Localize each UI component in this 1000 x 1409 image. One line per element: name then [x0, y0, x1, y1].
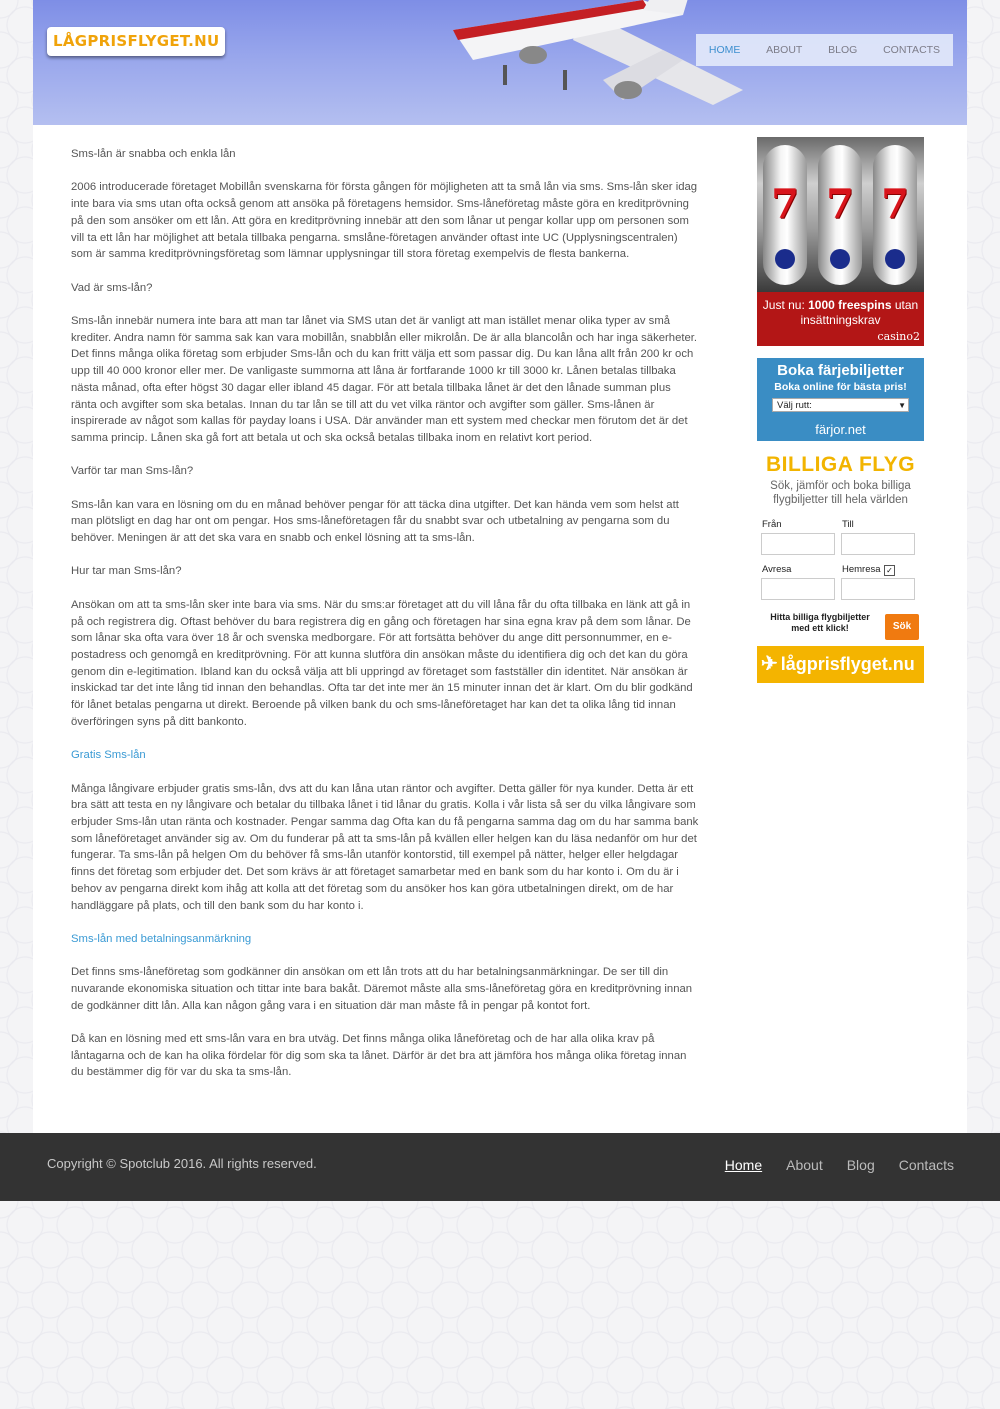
- ferry-site-name: färjor.net: [815, 422, 866, 437]
- article-paragraph: Då kan en lösning med ett sms-lån vara en bra utväg. Det finns många olika låneföretag och de har alla olika krav på låntagarna och de kan ha olika fördelar för dig som ska ta lånet. Därför är det bra att jämföra hos många olika företag innan du bestämmer dig för var du ska ta sms-lån.: [71, 1033, 687, 1079]
- footer-nav-home[interactable]: Home: [724, 1157, 763, 1173]
- article-paragraph: Många långivare erbjuder gratis sms-lån, dvs att du kan låna utan räntor och avgifter. Detta gäller för nya kunder. Detta är ett bra sätt att testa en ny långivare och betalar du tillbaka lånet i tid lånar du gratis. Kolla i vår lista så ser du vilka långivare som erbjuder Sms-lån utan ränta och kostnader. Pengar samma dag Ofta kan du få pengarna samma dag om du har samma bank som låneföretaget använder sig av. Om du funderar på att ta sms-lån på kvällen eller helgen kan du läsa nedanför om hur det fungerar. Ta sms-lån på helgen Om du behöver få sms-lån utanför kontorstid, till exempel på nätter, helger eller helgdagar finns det företag som erbjuder det. Det som krävs är att företaget samarbetar med en bank som du har konto i. Om du är i behov av pengarna direkt kom ihåg att kolla att det företag som du ansöker hos kan göra utbetalningen direkt, om de har handläggare på plats, och till den bank som du har konto i.: [71, 782, 699, 912]
- depart-label: Avresa: [762, 564, 792, 575]
- lagprisflyget-banner[interactable]: ✈ lågprisflyget.nu: [757, 646, 924, 683]
- article-subheading: Hur tar man Sms-lån?: [71, 565, 182, 578]
- route-select[interactable]: Välj rutt: ▼: [772, 398, 909, 412]
- ferry-ad-banner[interactable]: [757, 358, 924, 441]
- from-input[interactable]: [761, 533, 835, 555]
- nav-contacts[interactable]: CONTACTS: [883, 44, 941, 56]
- heading-gratis-sms-lan: Gratis Sms-lån: [71, 749, 146, 762]
- flight-ad-title: BILLIGA FLYG: [765, 453, 916, 476]
- site-logo[interactable]: LÅGPRISFLYGET.NU: [47, 27, 225, 56]
- article-paragraph: Sms-lån innebär numera inte bara att man tar lånet via SMS utan det är vanligt att man istället menar olika typer av små krediter. Andra namn för samma sak kan vara mobillån, snabblån eller mikrolån. De är alla blancolån och har inga säkerheter. Det finns många olika företag som erbjuder Sms-lån och du kan fritt välja ett som passar dig. Du kan låna allt från 200 kr och upp till 40 000 kronor eller mer. De vanligaste summorna att låna är fortfarande 1000 kr till 3000 kr. Lånen betalas tillbaka nästa månad, ofta efter högst 30 dagar eller ibland 45 dagar. För att betala tillbaka lånet är det den lånade summan plus ränta och avgifter som ska betalas. Innan du tar lån se till att du vet vilka räntor och avgifter som gäller. Sms-lånen är inspirerade av något som kallas för payday loans i USA. Där använder man ett system med checkar men förutom det är det samma princip. Lånen ska gå fort att betala ut och ska också betalas tillbaka inom en relativt kort period.: [71, 314, 698, 444]
- flight-search-hint: Hitta billiga flygbiljetter med ett klick!: [770, 612, 870, 633]
- casino-ad-text: Just nu: 1000 freespins utan insättningskrav casino2: [757, 292, 924, 346]
- nav-about[interactable]: ABOUT: [766, 44, 803, 56]
- ferry-ad-subtitle: Boka online för bästa pris!: [774, 381, 907, 393]
- to-input[interactable]: [841, 533, 915, 555]
- slot-reel: 7: [818, 145, 862, 285]
- return-date-input[interactable]: [841, 578, 915, 600]
- return-checkbox[interactable]: ✓: [884, 565, 895, 576]
- article-subheading: Vad är sms-lån?: [71, 281, 153, 294]
- article-paragraph: Ansökan om att ta sms-lån sker inte bara via sms. När du sms:ar företaget att du vill låna får du ofta tillbaka en länk att gå in på och registrera dig. Oftast behöver du bara registrera dig en gång och företagen har sina egna krav på dem som lånar. De som lånar ska ofta vara över 18 år och svenska medborgare. För att fortsätta behöver du ange ditt personnummer, en e-postadress och genomgå en kreditprövning. För att kunna slutföra din ansökan måste du identifiera dig och det kan du göra genom din e-legitimation. Ibland kan du också välja att bli uppringd av företaget som fastställer din identitet. När ansökan är inskickad tar det inte lång tid innan den behandlas. Ofta tar det inte mer än 15 minuter innan det är klart. Om du blir godkänd för lånet betalas pengarna ut direkt. Beroende på vilken bank du och sms-låneföretaget har kan det ta olika lång tid innan överföringen syns på ditt bankonto.: [71, 598, 693, 728]
- header-banner: [33, 0, 967, 125]
- footer-nav-about[interactable]: About: [786, 1157, 823, 1173]
- flight-search-ad: [757, 453, 924, 683]
- top-nav: [696, 34, 953, 66]
- casino-brand-logo: casino2: [877, 330, 920, 343]
- article-content: [71, 146, 699, 1098]
- depart-date-input[interactable]: [761, 578, 835, 600]
- airplane-icon: ✈: [761, 653, 778, 675]
- copyright-text: Copyright © Spotclub 2016. All rights reserved.: [47, 1156, 317, 1171]
- to-label: Till: [842, 519, 854, 530]
- article-subheading: Varför tar man Sms-lån?: [71, 465, 194, 478]
- return-label: Hemresa: [842, 564, 881, 575]
- slot-reel: 7: [763, 145, 807, 285]
- ferry-ad-title: Boka färjebiljetter: [777, 362, 904, 379]
- heading-betalningsanmarkning: Sms-lån med betalningsanmärkning: [71, 932, 252, 945]
- article-paragraph: 2006 introducerade företaget Mobillån svenskarna för första gången för möjligheten att ta små lån via sms. Sms-lån sker idag inte bara via sms utan ofta också genom att ansöka på företagens hemsidor. Sms-låneföretag måste göra en kreditprövning på den som ansöker om ett lån. Att göra en kreditprövning innebär att den som lånar ut pengar kollar upp om personen som vill ta ett lån har möjlighet att betala tillbaka pengarna. smslåne-företagen använder oftast inte UC (Upplysningscentralen) som är samma kreditprövningsföretag som lämnar upplysningar till stora företag exempelvis de flesta bankerna.: [71, 181, 698, 261]
- footer-nav-contacts[interactable]: Contacts: [898, 1157, 954, 1173]
- from-label: Från: [762, 519, 782, 530]
- chevron-down-icon: ▼: [898, 401, 906, 410]
- slot-reel: 7: [873, 145, 917, 285]
- footer-nav-blog[interactable]: Blog: [846, 1157, 875, 1173]
- nav-home[interactable]: HOME: [708, 44, 741, 56]
- flight-ad-subtitle: Sök, jämför och boka billiga flygbiljetter till hela världen: [770, 480, 911, 506]
- casino-ad-banner[interactable]: [757, 137, 924, 346]
- article-paragraph: Det finns sms-låneföretag som godkänner din ansökan om ett lån trots att du har betalningsanmärkningar. De ser till din nuvarande ekonomiska situation och tittar inte bara bakåt. Däremot måste alla sms-låneföretag göra en kreditprövning innan de godkänner ditt lån. Alla kan någon gång vara i en situation där man måste få in pengar på kontot fort.: [71, 966, 693, 1012]
- nav-blog[interactable]: BLOG: [828, 44, 858, 56]
- article-paragraph: Sms-lån kan vara en lösning om du en månad behöver pengar för att täcka dina utgifter. Det kan hända vem som helst att man plötsligt en dag har ont om pengar. Hos sms-låneföretagen får du snabbt svar och utbetalning av pengarna som du behöver. Meningen är att det ska vara en snabb och enkel lösning att ta sms-lån.: [71, 498, 679, 545]
- search-button[interactable]: Sök: [885, 614, 919, 640]
- article-intro: Sms-lån är snabba och enkla lån: [71, 148, 236, 160]
- slot-reels-image: [757, 137, 924, 292]
- footer: [0, 1133, 1000, 1201]
- footer-nav: [725, 1157, 954, 1173]
